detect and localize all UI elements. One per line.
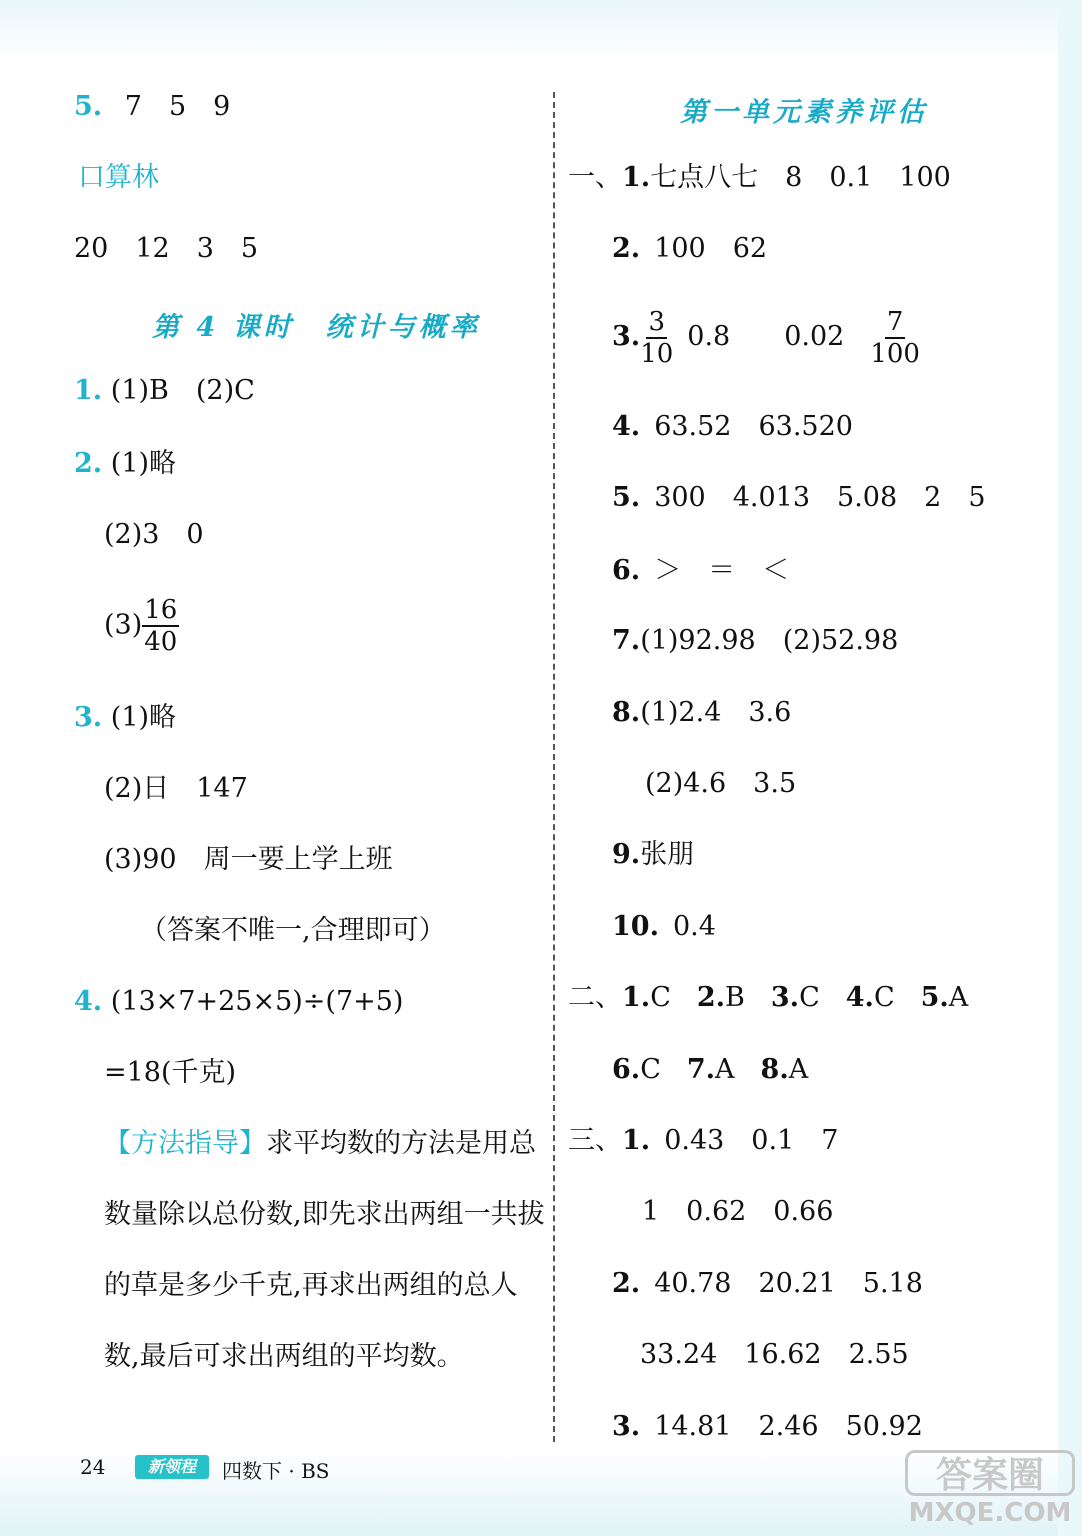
section-2-row-2: [612, 1053, 808, 1087]
item-number: 2.: [696, 982, 726, 1013]
item-text: 14.81 2.46 50.92: [654, 1411, 923, 1442]
item-number: 4.: [74, 986, 103, 1017]
left-item-5: [74, 90, 230, 124]
oral-answers: 20 12 3 5: [74, 233, 259, 264]
item-number: 2.: [612, 1268, 641, 1299]
method-guide: [104, 1108, 549, 1392]
item-text: 40.78 20.21 5.18: [654, 1268, 923, 1299]
item-number: 5.: [612, 482, 641, 513]
left-item-1: [74, 374, 255, 408]
item-answer: C: [873, 982, 895, 1013]
item-text: (1)2.4 3.6: [640, 697, 792, 728]
item-number: 10.: [612, 911, 659, 942]
item-number: 3.: [74, 702, 103, 733]
section-1-item-7: [612, 624, 898, 658]
left-item-4-result: =18(千克): [104, 1057, 237, 1088]
section-1-item-6: [612, 554, 789, 588]
item-number: 9.: [612, 839, 641, 870]
section-1-item-1: [568, 161, 951, 195]
brand-logo: 新领程: [135, 1455, 209, 1479]
section-1-item-3: [612, 305, 920, 369]
item-number: 3.: [612, 1411, 641, 1442]
section-1-item-10: [612, 910, 716, 944]
oral-heading: 口算林: [78, 162, 159, 193]
item-number: 8.: [612, 697, 641, 728]
item-text: (1)B (2)C: [110, 375, 255, 406]
item-number: 5.: [74, 91, 103, 122]
item-text: 0.43 0.1 7: [664, 1125, 839, 1156]
section-1-item-2: [612, 232, 767, 266]
item-text: 63.52 63.520: [654, 411, 853, 442]
left-item-3-part3: (3)90 周一要上学上班: [104, 844, 393, 875]
item-number: 4.: [845, 982, 874, 1013]
section-1-item-9: [612, 838, 694, 872]
fraction: [870, 307, 920, 369]
item-answer: C: [640, 1054, 661, 1085]
item-number: 3.: [612, 321, 641, 352]
item-answer: A: [948, 982, 969, 1013]
unit-title: 第一单元素养评估: [680, 97, 928, 128]
left-item-4: [74, 985, 403, 1019]
left-item-2: [74, 447, 176, 481]
fraction-denominator: 10: [640, 338, 674, 369]
fraction-denominator: 100: [870, 338, 920, 369]
item-text: 张朋: [640, 839, 695, 870]
item-number: 6.: [612, 1054, 641, 1085]
item-text: 7 5 9: [124, 91, 231, 122]
item-number: 4.: [612, 411, 641, 442]
method-label: 【方法指导】: [104, 1128, 266, 1159]
fraction-numerator: 7: [886, 306, 904, 337]
item-number: 1.: [622, 1125, 651, 1156]
item-text: ＞ ＝ ＜: [654, 555, 790, 586]
watermark: [905, 1450, 1075, 1530]
item-number: 2.: [612, 233, 641, 264]
item-answer: B: [725, 982, 745, 1013]
item-text: 0.4: [672, 911, 716, 942]
section-3-item-2: [612, 1267, 923, 1301]
section-3-item-2-line2: 33.24 16.62 2.55: [640, 1339, 909, 1370]
column-divider: [553, 92, 555, 1442]
item-answer: A: [715, 1054, 735, 1085]
item-number: 2.: [74, 448, 103, 479]
section-2-row-1: [568, 981, 968, 1015]
left-item-2-part2: (2)3 0: [104, 519, 204, 550]
item-answer: A: [788, 1054, 809, 1085]
item-text: (1)略: [110, 448, 177, 479]
section-3-item-3: [612, 1410, 923, 1444]
book-title: 四数下 · BS: [222, 1459, 330, 1483]
item-number: 1.: [622, 162, 651, 193]
item-text: 七点八七 8 0.1 100: [650, 162, 951, 193]
section-3-item-1-line2: 1 0.62 0.66: [642, 1196, 834, 1227]
item-text: 100 62: [654, 233, 768, 264]
method-text: 求平均数的方法是用总数量除以总份数,即先求出两组一共拔的草是多少千克,再求出两组的总人数,最后可求出两组的平均数。: [104, 1128, 545, 1372]
watermark-url: MXQE.COM: [908, 1498, 1072, 1528]
section-label: 三、: [568, 1125, 622, 1156]
item-text: (13×7+25×5)÷(7+5): [110, 986, 404, 1017]
item-text: (1)略: [110, 702, 177, 733]
section-1-item-4: [612, 410, 853, 444]
left-item-2-part3: [104, 595, 179, 657]
item-number: 5.: [920, 982, 949, 1013]
section-1-item-5: [612, 481, 986, 515]
left-item-3: [74, 701, 176, 735]
item-text: (1)92.98 (2)52.98: [640, 625, 899, 656]
watermark-logo: 答案圈: [905, 1450, 1075, 1496]
item-answer: C: [650, 982, 671, 1013]
item-number: 3.: [770, 982, 800, 1013]
left-item-3-note: （答案不唯一,合理即可）: [140, 915, 446, 946]
section-3-item-1: [568, 1124, 838, 1158]
fraction: [142, 595, 179, 657]
section-label: 二、: [568, 982, 622, 1013]
section-1-item-8: [612, 696, 791, 730]
item-number: 1.: [622, 982, 651, 1013]
item-number: 7.: [686, 1054, 716, 1085]
item-number: 6.: [612, 555, 641, 586]
page-number: 24: [80, 1455, 106, 1479]
fraction-denominator: 40: [144, 627, 178, 657]
fraction: [640, 307, 673, 369]
item-answer: C: [799, 982, 820, 1013]
section-1-item-8-part2: (2)4.6 3.5: [645, 768, 797, 799]
item-number: 8.: [760, 1054, 789, 1085]
section-label: 一、: [568, 162, 622, 193]
page-edge-band: [1058, 0, 1082, 1536]
item-text: 300 4.013 5.08 2 5: [654, 482, 986, 513]
fraction-numerator: 3: [648, 306, 665, 337]
part-label: (3): [104, 609, 143, 641]
item-text: 0.8 0.02: [687, 321, 845, 352]
item-number: 1.: [74, 375, 103, 406]
left-item-3-part2: (2)日 147: [104, 773, 248, 804]
fraction-numerator: 16: [144, 595, 178, 625]
lesson-title: 第 4 课时 统计与概率: [152, 312, 481, 343]
item-number: 7.: [612, 625, 641, 656]
